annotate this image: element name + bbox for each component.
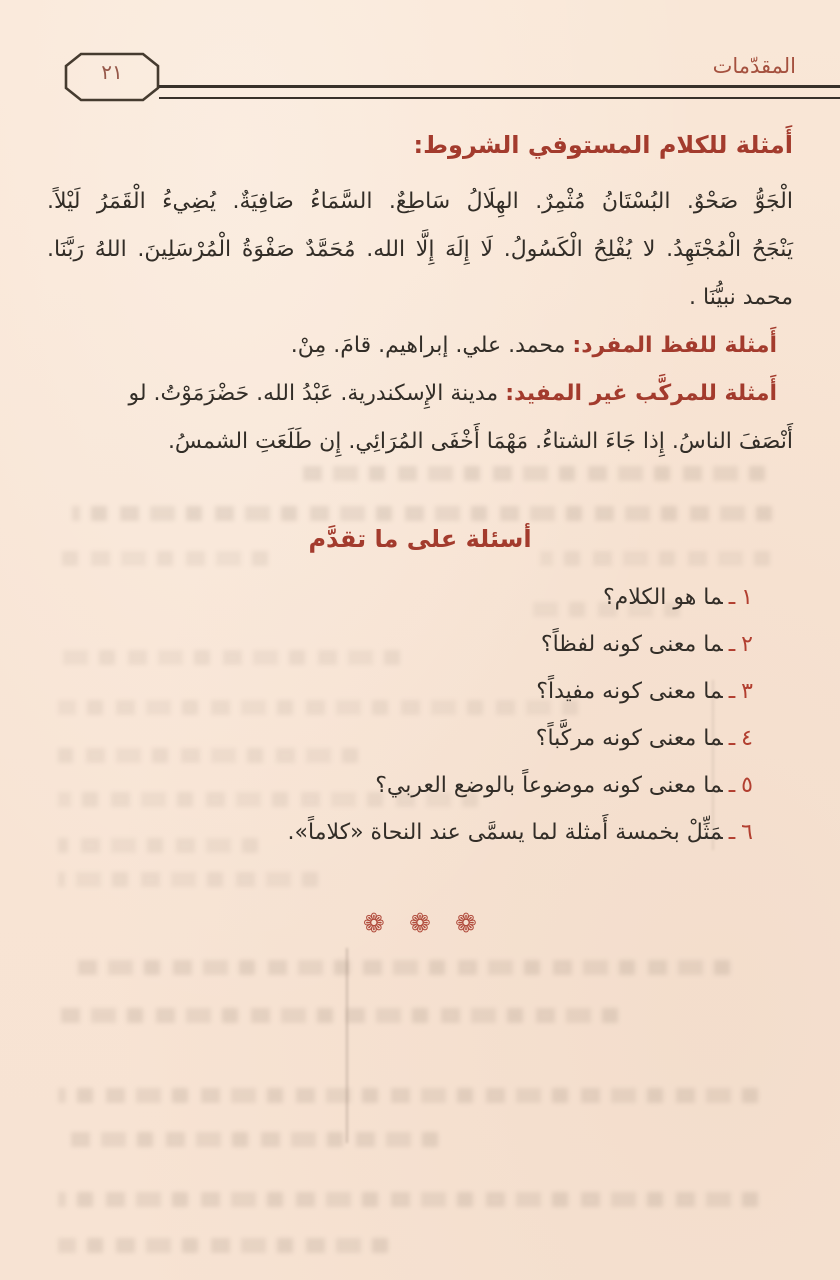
murakkab-text: مدينة الإِسكندرية. عَبْدُ الله. حَضْرَمَوْتُ. لو <box>128 381 499 406</box>
question-text: ما معنى كونه مركَّباً؟ <box>535 726 723 751</box>
example-line: الْجَوُّ صَحْوٌ. البُسْتَانُ مُثْمِرٌ. الهِلَالُ سَاطِعٌ. السَّمَاءُ صَافِيَةٌ. يُضِيءُ الْقَمَرُ لَيْلاً. <box>47 189 793 214</box>
question-dash: ـ <box>728 726 736 751</box>
example-line: يَنْجَحُ الْمُجْتَهِدُ. لا يُفْلِحُ الْكَسُولُ. لَا إِلَهَ إِلَّا الله. مُحَمَّدٌ صَفْوَةُ الْمُرْسَلِينَ. اللهُ رَبَّنَا. <box>47 237 793 262</box>
bleed-through-line <box>70 960 730 975</box>
question-item <box>47 676 753 708</box>
question-text: ما معنى كونه مفيداً؟ <box>536 679 723 704</box>
bleed-through-line <box>58 1238 388 1253</box>
mufrad-label: أَمثلة للفظ المفرد: <box>572 333 777 358</box>
bleed-through-line <box>58 1192 758 1207</box>
questions-list <box>47 582 793 849</box>
example-line: محمد نبيُّنَا . <box>689 285 793 310</box>
page-content <box>47 128 793 941</box>
florette-ornament-icon: ❁ ❁ ❁ <box>363 909 477 939</box>
question-item <box>47 582 753 614</box>
question-dash: ـ <box>728 679 736 704</box>
murakkab-examples-line <box>47 370 793 418</box>
mufrad-text: محمد. علي. إبراهيم. قامَ. مِنْ. <box>290 333 566 358</box>
running-head: المقدّمات <box>712 54 796 78</box>
question-item <box>47 629 753 661</box>
bleed-through-line <box>58 1132 438 1147</box>
question-dash: ـ <box>728 820 736 845</box>
mufrad-examples-line <box>47 322 793 370</box>
page-number-frame <box>62 50 162 104</box>
question-item <box>47 817 753 849</box>
questions-heading: أسئلة على ما تقدَّم <box>308 525 532 553</box>
question-dash: ـ <box>728 585 736 610</box>
question-text: مَثِّلْ بخمسة أَمثلة لما يسمَّى عند النحاة «كلاماً». <box>287 820 723 845</box>
page-number: ٢١ <box>101 60 123 84</box>
question-number: ٥ <box>741 773 753 798</box>
question-dash: ـ <box>728 632 736 657</box>
question-number: ٢ <box>741 632 753 657</box>
question-item <box>47 723 753 755</box>
bleed-through-line <box>58 1008 618 1023</box>
question-number: ٦ <box>741 820 753 845</box>
question-text: ما هو الكلام؟ <box>602 585 723 610</box>
question-number: ٣ <box>741 679 753 704</box>
header-rule <box>159 85 840 99</box>
murakkab-continuation-line: أَنْصَفَ الناسُ. إِذا جَاءَ الشتاءُ. مَهْمَا أَخْفَى المُرَائِي. إِن طَلَعَتِ الشمسُ. <box>167 429 793 454</box>
question-dash: ـ <box>728 773 736 798</box>
paper-crease <box>346 948 348 1143</box>
murakkab-label: أَمثلة للمركَّب غير المفيد: <box>505 381 777 406</box>
question-text: ما معنى كونه لفظاً؟ <box>540 632 723 657</box>
question-item <box>47 770 753 802</box>
question-text: ما معنى كونه موضوعاً بالوضع العربي؟ <box>375 773 723 798</box>
question-number: ١ <box>741 585 753 610</box>
section-heading-complete-speech: أَمثلة للكلام المستوفي الشروط: <box>413 131 793 159</box>
question-number: ٤ <box>741 726 753 751</box>
bleed-through-line <box>58 1088 758 1103</box>
